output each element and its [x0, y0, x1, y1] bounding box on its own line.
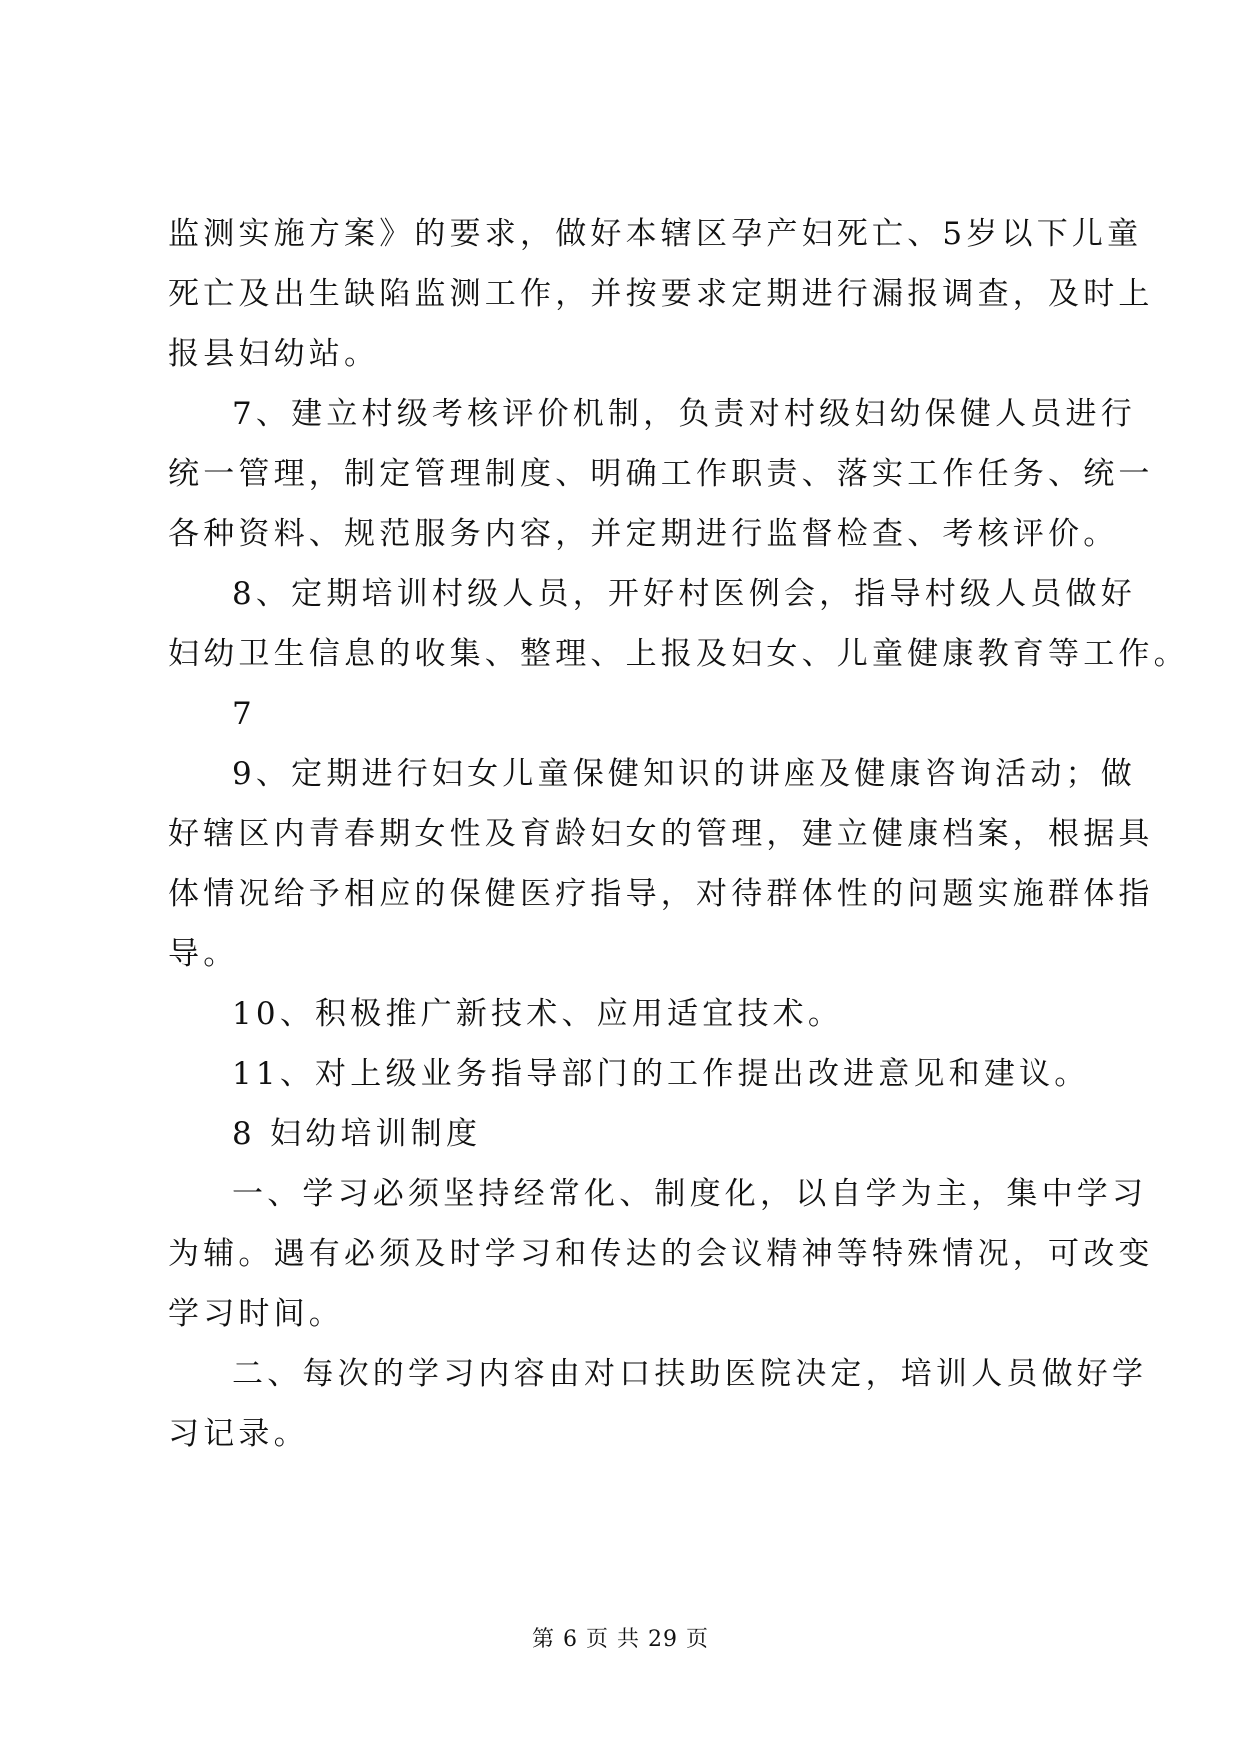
- text-line-4: 7、建立村级考核评价机制，负责对村级妇幼保健人员进行: [232, 396, 1136, 432]
- text-line-2: 死亡及出生缺陷监测工作，并按要求定期进行漏报调查，及时上: [168, 276, 1154, 312]
- text-line-1: 监测实施方案》的要求，做好本辖区孕产妇死亡、5岁以下儿童: [168, 216, 1143, 252]
- text-line-21: 习记录。: [168, 1416, 309, 1452]
- text-line-8: 妇幼卫生信息的收集、整理、上报及妇女、儿童健康教育等工作。: [168, 636, 1189, 672]
- text-line-20: 二、每次的学习内容由对口扶助医院决定，培训人员做好学: [232, 1356, 1148, 1392]
- text-line-7: 8、定期培训村级人员，开好村医例会，指导村级人员做好: [232, 576, 1136, 612]
- text-line-10: 9、定期进行妇女儿童保健知识的讲座及健康咨询活动；做: [232, 756, 1136, 792]
- text-line-5: 统一管理，制定管理制度、明确工作职责、落实工作任务、统一: [168, 456, 1154, 492]
- text-line-13: 导。: [168, 936, 239, 972]
- text-line-14: 10、积极推广新技术、应用适宜技术。: [232, 996, 844, 1032]
- text-line-15: 11、对上级业务指导部门的工作提出改进意见和建议。: [232, 1056, 1090, 1092]
- text-line-18: 为辅。遇有必须及时学习和传达的会议精神等特殊情况，可改变: [168, 1236, 1154, 1272]
- text-line-19: 学习时间。: [168, 1296, 344, 1332]
- text-line-9: 7: [232, 696, 256, 732]
- text-line-11: 好辖区内青春期女性及育龄妇女的管理，建立健康档案，根据具: [168, 816, 1154, 852]
- page-footer: 第 6 页 共 29 页: [532, 1627, 709, 1652]
- text-line-17: 一、学习必须坚持经常化、制度化，以自学为主，集中学习: [232, 1176, 1148, 1212]
- text-line-12: 体情况给予相应的保健医疗指导，对待群体性的问题实施群体指: [168, 876, 1154, 912]
- text-line-3: 报县妇幼站。: [168, 336, 380, 372]
- text-line-6: 各种资料、规范服务内容，并定期进行监督检查、考核评价。: [168, 516, 1119, 552]
- section-heading: 8 妇幼培训制度: [232, 1116, 482, 1152]
